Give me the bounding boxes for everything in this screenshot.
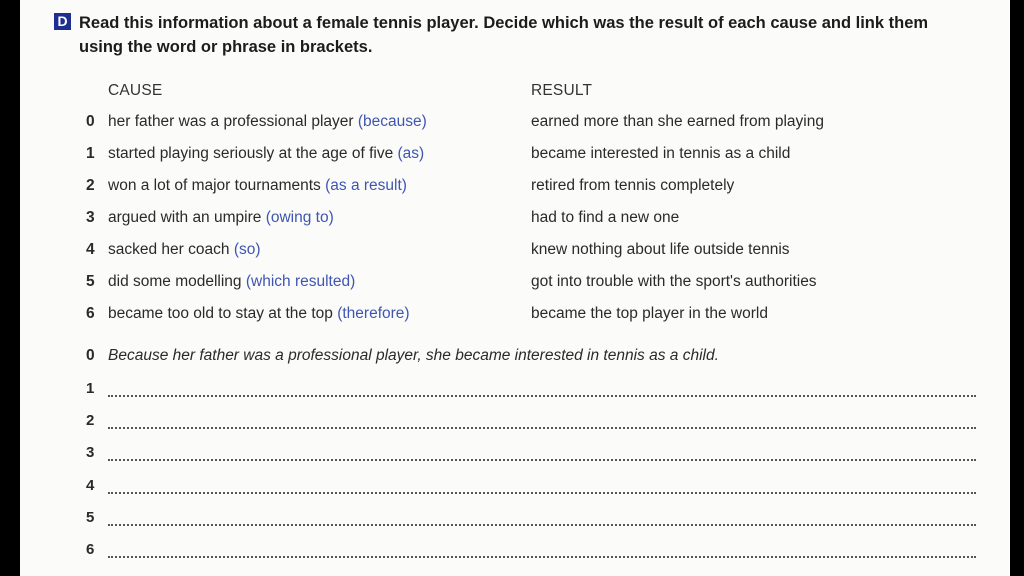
answer-dotted-line[interactable]	[108, 395, 976, 397]
result-text: retired from tennis completely	[531, 177, 735, 194]
cause-result-row	[86, 209, 986, 233]
linking-word: (as)	[397, 145, 425, 162]
result-column-heading: RESULT	[531, 82, 593, 99]
cause-text	[108, 305, 410, 323]
answer-number: 1	[86, 380, 95, 397]
result-text: knew nothing about life outside tennis	[531, 241, 790, 258]
cause-text	[108, 113, 427, 131]
exercise-instructions: Read this information about a female tennis player. Decide which was the result of each cause and link them using the word or phrase in brackets.	[79, 14, 929, 56]
answer-line[interactable]	[86, 380, 976, 402]
result-text: earned more than she earned from playing	[531, 113, 824, 130]
answer-dotted-line[interactable]	[108, 459, 976, 461]
answer-line[interactable]	[86, 412, 976, 434]
answer-number: 4	[86, 477, 95, 494]
answer-number: 2	[86, 412, 95, 429]
cause-phrase: won a lot of major tournaments	[108, 177, 321, 194]
cause-phrase: became too old to stay at the top	[108, 305, 333, 322]
cause-result-row	[86, 145, 986, 169]
cause-text	[108, 241, 261, 259]
cause-result-row	[86, 305, 986, 329]
answer-dotted-line[interactable]	[108, 524, 976, 526]
answer-line[interactable]	[86, 509, 976, 531]
row-number: 1	[86, 145, 95, 162]
example-number: 0	[86, 347, 95, 364]
row-number: 5	[86, 273, 95, 290]
linking-word: (so)	[233, 241, 261, 258]
worksheet-page	[20, 0, 1010, 576]
cause-result-row	[86, 177, 986, 201]
answer-dotted-line[interactable]	[108, 556, 976, 558]
example-sentence: Because her father was a professional player, she became interested in tennis as a child.	[108, 347, 719, 364]
example-answer	[86, 347, 719, 365]
cause-text	[108, 273, 355, 291]
answer-line[interactable]	[86, 541, 976, 563]
cause-phrase: did some modelling	[108, 273, 242, 290]
cause-phrase: sacked her coach	[108, 241, 230, 258]
answer-number: 5	[86, 509, 95, 526]
linking-word: (owing to)	[265, 209, 334, 226]
cause-result-row	[86, 241, 986, 265]
cause-column-heading: CAUSE	[108, 82, 163, 99]
result-text: had to find a new one	[531, 209, 680, 226]
row-number: 2	[86, 177, 95, 194]
answer-number: 3	[86, 444, 95, 461]
cause-result-row	[86, 273, 986, 297]
answer-dotted-line[interactable]	[108, 427, 976, 429]
result-text: became interested in tennis as a child	[531, 145, 791, 162]
linking-word: (as a result)	[325, 177, 407, 194]
answer-number: 6	[86, 541, 95, 558]
result-text: got into trouble with the sport's authorities	[531, 273, 817, 290]
row-number: 3	[86, 209, 95, 226]
cause-phrase: her father was a professional player	[108, 113, 354, 130]
linking-word: (because)	[357, 113, 427, 130]
linking-word: (therefore)	[337, 305, 410, 322]
cause-result-row	[86, 113, 986, 137]
exercise-badge: D	[54, 13, 71, 30]
row-number: 0	[86, 113, 95, 130]
cause-phrase: argued with an umpire	[108, 209, 262, 226]
answer-dotted-line[interactable]	[108, 492, 976, 494]
result-text: became the top player in the world	[531, 305, 768, 322]
cause-phrase: started playing seriously at the age of five	[108, 145, 394, 162]
linking-word: (which resulted)	[245, 273, 356, 290]
exercise-header	[54, 11, 974, 59]
cause-text	[108, 145, 424, 163]
row-number: 6	[86, 305, 95, 322]
cause-text	[108, 177, 407, 195]
answer-line[interactable]	[86, 477, 976, 499]
cause-text	[108, 209, 334, 227]
answer-line[interactable]	[86, 444, 976, 466]
row-number: 4	[86, 241, 95, 258]
